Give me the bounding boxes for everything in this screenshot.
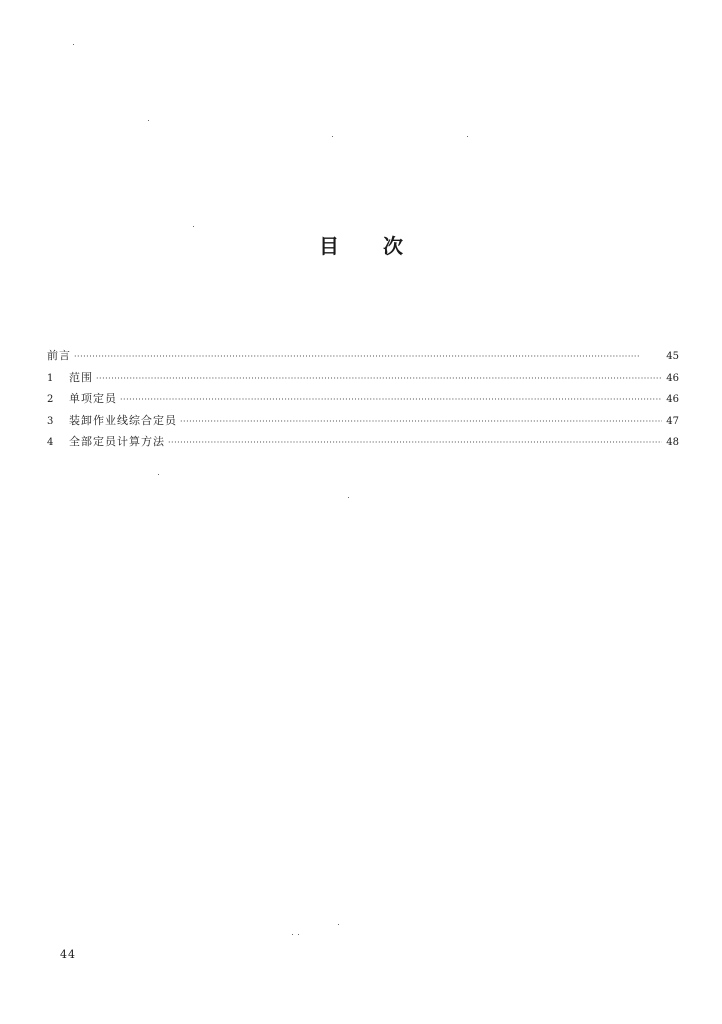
title-char: 目 [319, 234, 339, 258]
toc-entry-page: 48 [666, 437, 679, 448]
table-of-contents [47, 345, 679, 453]
toc-entry-page: 45 [666, 351, 679, 362]
scan-speck [148, 120, 149, 121]
toc-entry-foreword[interactable] [47, 345, 679, 367]
toc-leader-dots [168, 432, 662, 454]
page-number: 44 [60, 948, 76, 961]
scan-speck [332, 136, 333, 137]
toc-entry-page: 46 [666, 372, 679, 384]
scan-speck [158, 474, 159, 475]
toc-entry-label: 装卸作业线综合定员 [69, 413, 177, 427]
toc-entry-number: 3 [47, 415, 54, 427]
scan-speck [73, 44, 74, 45]
toc-entry-label: 全部定员计算方法 [69, 435, 165, 448]
toc-entry-label: 前言 [47, 349, 71, 362]
toc-entry-number: 2 [47, 394, 54, 405]
page-title [0, 230, 722, 259]
toc-leader-dots [74, 346, 662, 368]
scan-speck [298, 934, 299, 935]
scan-speck [348, 497, 349, 498]
toc-entry-number: 4 [47, 437, 54, 448]
toc-entry-page: 46 [666, 394, 679, 405]
toc-entry-calculation-method[interactable] [47, 431, 679, 453]
toc-entry-page: 47 [666, 415, 679, 427]
toc-leader-dots [120, 389, 662, 411]
scan-speck [292, 934, 293, 935]
toc-entry-label: 范围 [69, 370, 93, 384]
toc-entry-single-staffing[interactable] [47, 388, 679, 410]
toc-entry-number: 1 [47, 372, 54, 384]
scan-speck [193, 226, 194, 227]
toc-leader-dots [180, 411, 662, 433]
toc-entry-line-staffing[interactable] [47, 410, 679, 432]
toc-entry-label: 单项定员 [69, 392, 117, 405]
title-char: 次 [383, 234, 403, 258]
scan-speck [467, 136, 468, 137]
scan-speck [338, 924, 339, 925]
toc-leader-dots [96, 368, 662, 390]
toc-entry-scope[interactable] [47, 367, 679, 389]
